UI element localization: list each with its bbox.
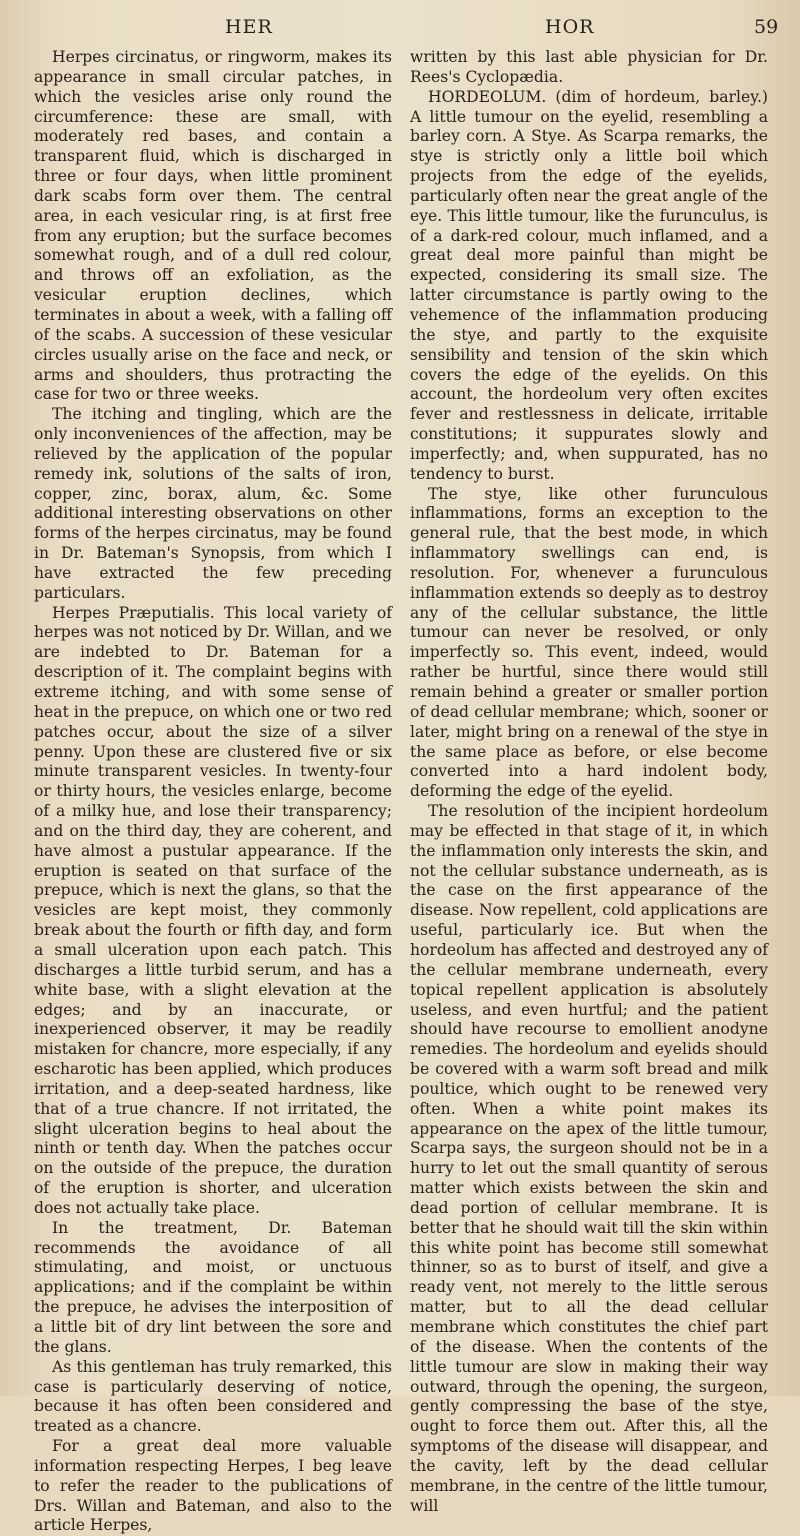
- paragraph-continuation: written by this last able physician for Dr. Rees's Cyclopædia.: [410, 48, 768, 86]
- paragraph-hordeolum-treatment: The resolution of the incipient hordeolum may be effected in that stage of it, in which the inflammation only interests the skin, and not the cellular substance underneath, as is the case on the first appearance of the disease. Now repellent, cold applications are useful, particularly ice. But when the hordeolum has affected and destroyed any of the cellular membrane underneath, every topical repellent application is absolutely useless, and even hurtful; and the patient should have recourse to emollient anodyne remedies. The hordeolum and eyelids should be covered with a warm soft bread and milk poultice, which ought to be renewed very often. When a white point makes its appearance on the apex of the little tumour, Scarpa says, the surgeon should not be in a hurry to let out the small quantity of serous matter which exists between the skin and dead portion of cellular membrane. It is better that he should wait till the skin within this white point has become still somewhat thinner, so as to burst of itself, and give a ready vent, not merely to the little serous matter, but to all the dead cellular membrane which constitutes the chief part of the disease. When the contents of the little tumour are slow in making their way outward, through the opening, the surgeon, gently compressing the base of the stye, ought to force them out. After this, all the symptoms of the disease will disappear, and the cavity, left by the dead cellular membrane, in the centre of the little tumour, will: [410, 802, 768, 1515]
- paragraph-hordeolum-entry: HORDEOLUM. (dim of hordeum, barley.) A little tumour on the eyelid, resembling a barley corn. A Stye. As Scarpa remarks, the stye is strictly only a little boil which projects from the edge of the eyelids, particularly often near the great angle of the eye. This little tumour, like the furunculus, is of a dark-red colour, much inflamed, and a great deal more painful than might be expected, considering its small size. The latter circumstance is partly owing to the vehemence of the inflammation producing the stye, and partly to the exquisite sensibility and tension of the skin which covers the edge of the eyelids. On this account, the hordeolum very often excites fever and restlessness in delicate, irritable constitutions; it suppurates slowly and imperfectly; and, when suppurated, has no tendency to burst.: [410, 87, 768, 483]
- right-running-head: HOR: [545, 16, 595, 38]
- paragraph-itching-treatment: The itching and tingling, which are the only inconveniences of the affection, may be relieved by the application of the popular remedy ink, solutions of the salts of iron, copper, zinc, borax, alum, &c. Some additional interesting observations on other forms of the herpes circinatus, may be found in Dr. Bateman's Synopsis, from which I have extracted the few preceding particulars.: [34, 405, 392, 602]
- paragraph-herpes-praeputialis: Herpes Præputialis. This local variety of herpes was not noticed by Dr. Willan, and we are indebted to Dr. Bateman for a description of it. The complaint begins with extreme itching, and with some sense of heat in the prepuce, on which one or two red patches occur, about the size of a silver penny. Upon these are clustered five or six minute transparent vesicles. In twenty-four or thirty hours, the vesicles enlarge, become of a milky hue, and lose their transparency; and on the third day, they are coherent, and have almost a pustular appearance. If the eruption is seated on that surface of the prepuce, which is next the glans, so that the vesicles are kept moist, they commonly break about the fourth or fifth day, and form a small ulceration upon each patch. This discharges a little turbid serum, and has a white base, with a slight elevation at the edges; and by an inaccurate, or inexperienced observer, it may be readily mistaken for chancre, more especially, if any escharotic has been applied, which produces irritation, and a deep-seated hardness, like that of a true chancre. If not irritated, the slight ulceration begins to heal about the ninth or tenth day. When the patches occur on the outside of the prepuce, the duration of the eruption is shorter, and ulceration does not actually take place.: [34, 603, 392, 1217]
- paragraph-bateman-treatment: In the treatment, Dr. Bateman recommends the avoidance of all stimulating, and moist, or unctuous applications; and if the complaint be within the prepuce, he advises the interposition of a little bit of dry lint between the sore and the glans.: [34, 1218, 392, 1356]
- left-running-head: HER: [225, 16, 273, 38]
- paragraph-further-information: For a great deal more valuable information respecting Herpes, I beg leave to refer the reader to the publications of Drs. Willan and Bateman, and also to the article Herpes,: [34, 1437, 392, 1535]
- paragraph-stye-resolution: The stye, like other furunculous inflammations, forms an exception to the general rule, that the best mode, in which inflammatory swellings can end, is resolution. For, whenever a furunculous inflammation extends so deeply as to destroy any of the cellular substance, the little tumour can never be resolved, or only imperfectly so. This event, indeed, would rather be hurtful, since there would still remain behind a greater or smaller portion of dead cellular membrane; which, sooner or later, might bring on a renewal of the stye in the same place as before, or else become converted into a hard indolent body, deforming the edge of the eyelid.: [410, 484, 768, 801]
- page-header: [0, 8, 800, 48]
- paragraph-herpes-circinatus: Herpes circinatus, or ringworm, makes its appearance in small circular patches, in which the vesicles arise only round the circumference: these are small, with moderately red bases, and contain a transparent fluid, which is discharged in three or four days, when little prominent dark scabs form over them. The central area, in each vesicular ring, is at first free from any eruption; but the surface becomes somewhat rough, and of a dull red colour, and throws off an exfoliation, as the vesicular eruption declines, which terminates in about a week, with a falling off of the scabs. A succession of these vesicular circles usually arise on the face and neck, or arms and shoulders, thus protracting the case for two or three weeks.: [34, 48, 392, 404]
- right-column: [410, 48, 768, 1515]
- page-number: 59: [754, 16, 779, 38]
- paragraph-chancre-note: As this gentleman has truly remarked, this case is particularly deserving of notice, because it has often been considered and treated as a chancre.: [34, 1357, 392, 1436]
- left-column: [34, 48, 392, 1535]
